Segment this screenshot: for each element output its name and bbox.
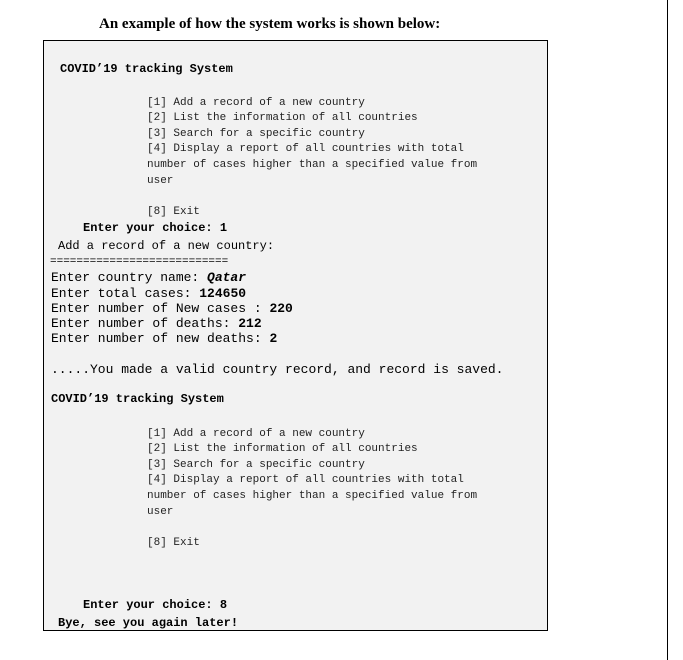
choice-prompt <box>83 221 227 236</box>
system-title: COVID’19 tracking System <box>60 62 233 76</box>
field-label: Enter total cases: <box>51 286 200 301</box>
menu-item-report-cont: number of cases higher than a specified value from <box>147 490 478 502</box>
field-value: 124650 <box>199 286 247 301</box>
menu-item-search: [3] Search for a specific country <box>147 128 365 140</box>
system-title-2: COVID’19 tracking System <box>51 392 224 406</box>
choice-prompt-value: 8 <box>219 598 228 612</box>
field-deaths <box>51 316 262 331</box>
result-message: .....You made a valid country record, and record is saved. <box>51 362 504 377</box>
menu-item-add-record: [1] Add a record of a new country <box>147 97 365 109</box>
menu-item-add-record: [1] Add a record of a new country <box>147 428 365 440</box>
menu-item-report-cont2: user <box>147 175 174 187</box>
field-country-name <box>51 270 246 285</box>
menu-item-exit: [8] Exit <box>147 206 200 218</box>
menu-item-report-cont2: user <box>147 506 174 518</box>
choice-prompt-label: Enter your choice: <box>83 221 220 235</box>
page-right-rule <box>667 0 668 660</box>
goodbye-message: Bye, see you again later! <box>58 616 239 630</box>
menu-item-report: [4] Display a report of all countries with total <box>147 474 464 486</box>
menu-item-search: [3] Search for a specific country <box>147 459 365 471</box>
field-total-cases <box>51 286 246 301</box>
choice-prompt-label: Enter your choice: <box>83 598 220 612</box>
field-value: 2 <box>269 331 278 346</box>
field-label: Enter number of New cases : <box>51 301 270 316</box>
field-new-deaths <box>51 331 277 346</box>
field-value: 220 <box>269 301 293 316</box>
menu-item-list-all: [2] List the information of all countries <box>147 112 418 124</box>
separator-line: =========================== <box>50 256 229 268</box>
choice-prompt-2 <box>83 598 227 613</box>
page-heading: An example of how the system works is shown below: <box>99 16 441 32</box>
console-output <box>43 40 548 631</box>
field-label: Enter country name: <box>51 270 208 285</box>
menu-item-exit: [8] Exit <box>147 537 200 549</box>
menu-item-report: [4] Display a report of all countries with total <box>147 143 464 155</box>
field-label: Enter number of deaths: <box>51 316 239 331</box>
choice-prompt-value: 1 <box>219 221 228 235</box>
menu-item-report-cont: number of cases higher than a specified value from <box>147 159 478 171</box>
menu-item-list-all: [2] List the information of all countries <box>147 443 418 455</box>
field-label: Enter number of new deaths: <box>51 331 270 346</box>
action-title: Add a record of a new country: <box>58 239 275 253</box>
field-value: Qatar <box>207 270 247 285</box>
field-value: 212 <box>238 316 262 331</box>
field-new-cases <box>51 301 293 316</box>
